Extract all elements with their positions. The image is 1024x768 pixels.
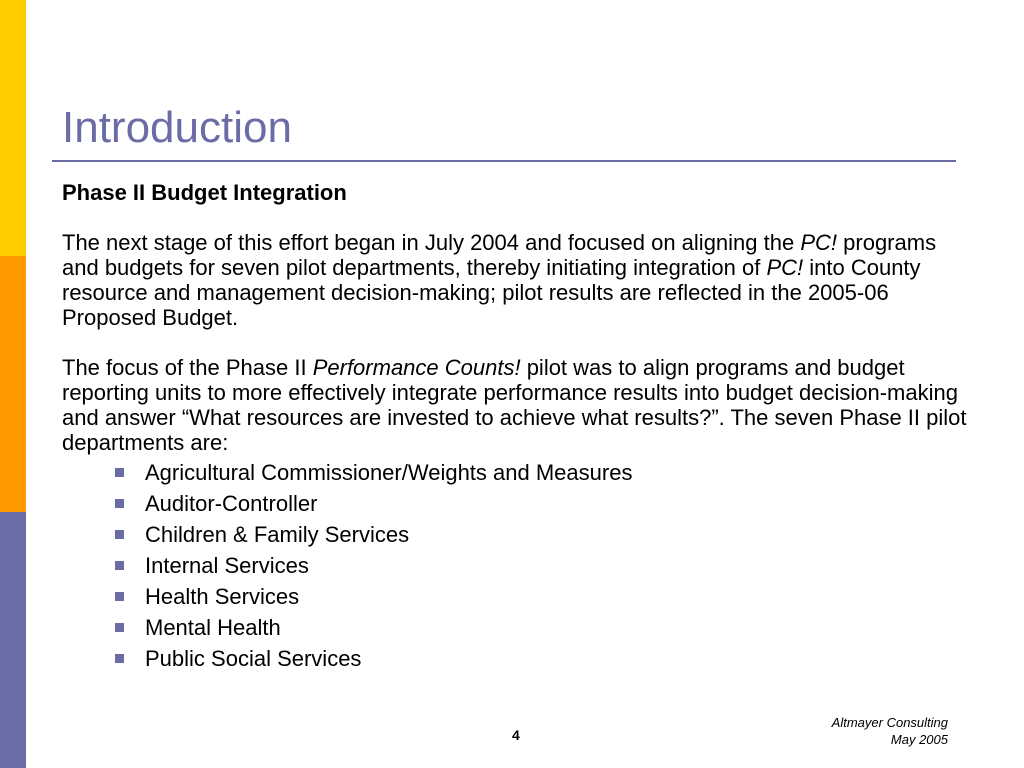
department-name: Children & Family Services [145,522,410,547]
paragraph-phase2-focus [62,355,972,455]
footer-credit [832,714,948,748]
square-bullet-icon [115,654,124,663]
department-list [62,457,972,674]
paragraph-text: into County resource and management decision-making; pilot results are reflected in the 2005-06 Proposed Budget. [62,255,921,330]
footer-company: Altmayer Consulting [831,715,948,730]
department-name: Health Services [145,584,300,609]
department-name: Auditor-Controller [145,491,318,516]
square-bullet-icon [115,592,124,601]
square-bullet-icon [115,623,124,632]
square-bullet-icon [115,530,124,539]
department-name: Public Social Services [145,646,362,671]
square-bullet-icon [115,499,124,508]
sidebar-purple-band [0,512,26,768]
paragraph-text: pilot was to align programs and budget reporting units to more effectively integrate performance results into budget decision-making and answer “What resources are invested to achieve what results?”. The seven Phase II pilot departments are: [62,355,967,455]
department-name: Agricultural Commissioner/Weights and Measures [145,460,633,485]
section-heading: Phase II Budget Integration [62,180,347,205]
paragraph-text: programs and budgets for seven pilot departments, thereby initiating integration of [62,230,937,280]
list-item [114,457,972,488]
title-divider [52,160,956,162]
list-item [114,550,972,581]
department-name: Mental Health [145,615,281,640]
slide-content [62,180,972,674]
list-item [114,488,972,519]
list-item [114,581,972,612]
department-name: Internal Services [145,553,309,578]
footer-date: May 2005 [890,732,948,747]
square-bullet-icon [115,468,124,477]
sidebar-yellow-band [0,0,26,256]
paragraph-phase2-start [62,230,972,330]
pc-italic: PC! [766,255,804,280]
sidebar-orange-band [0,256,26,512]
square-bullet-icon [115,561,124,570]
pc-italic: PC! [800,230,838,255]
performance-counts-italic: Performance Counts! [312,355,521,380]
list-item [114,612,972,643]
list-item [114,519,972,550]
paragraph-text: The focus of the Phase II [62,355,313,380]
list-item [114,643,972,674]
paragraph-text: The next stage of this effort began in July 2004 and focused on aligning the [62,230,801,255]
slide-title: Introduction [62,103,292,152]
page-number: 4 [512,727,520,743]
